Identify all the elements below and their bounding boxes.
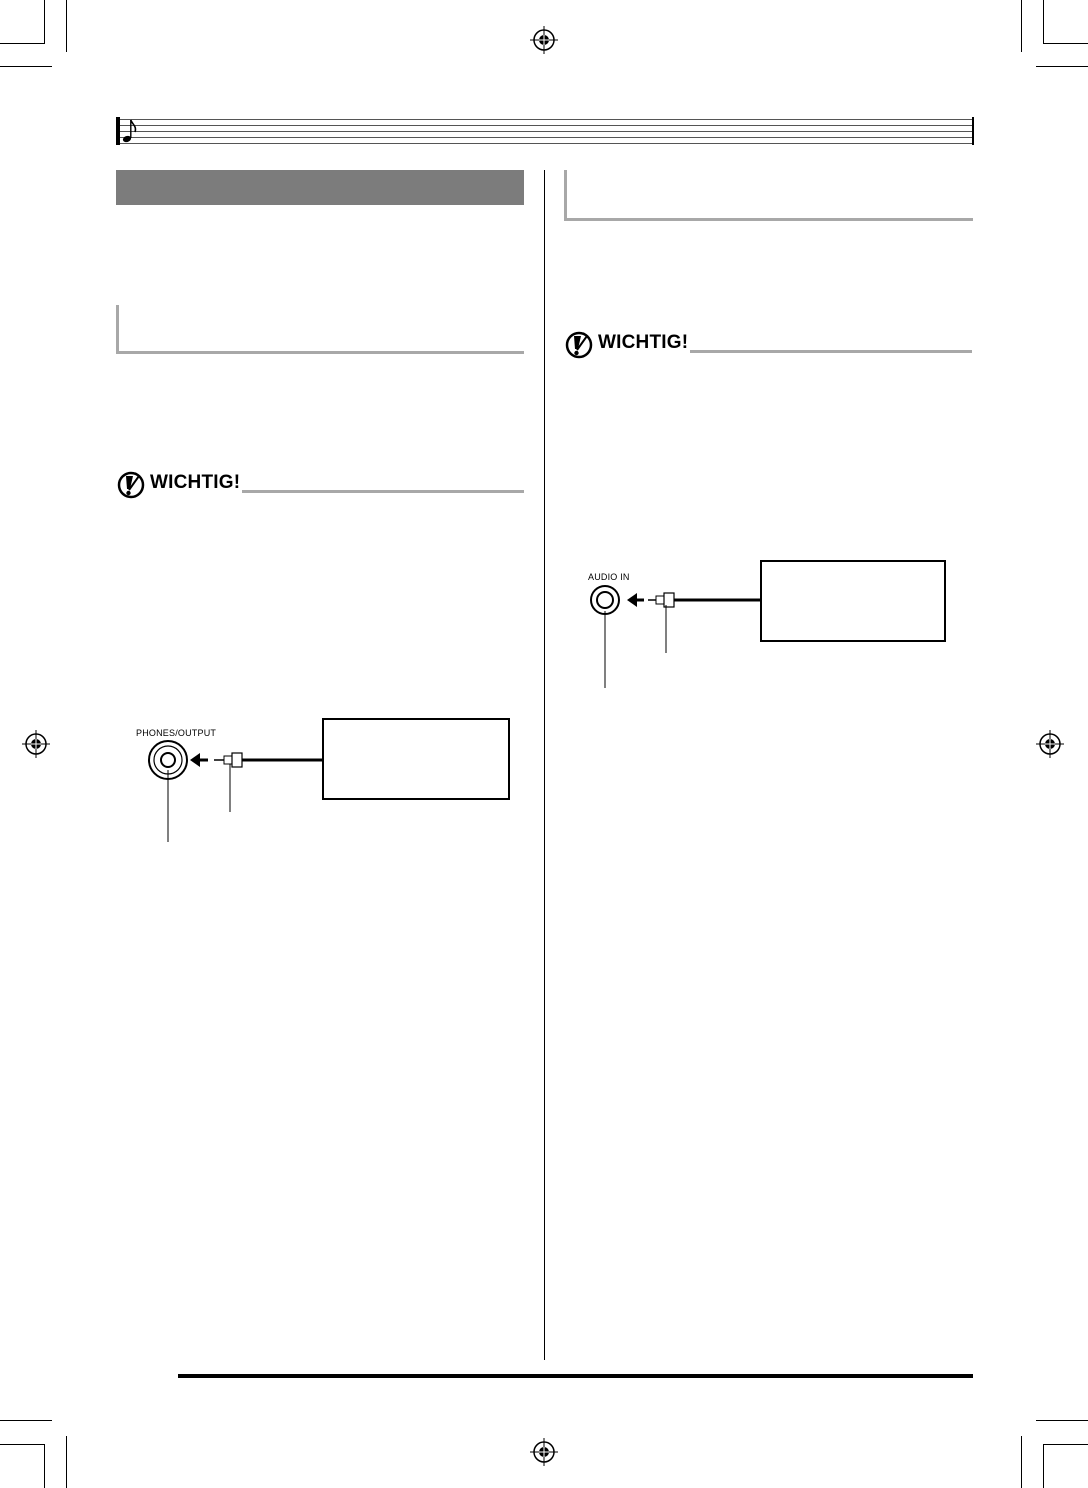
crop-mark	[1043, 0, 1044, 44]
crop-mark	[0, 1420, 52, 1421]
external-device-box	[760, 560, 946, 642]
section-bar	[116, 170, 524, 205]
crop-mark	[1043, 1444, 1044, 1488]
crop-mark	[0, 1444, 44, 1445]
important-label: WICHTIG!	[598, 332, 689, 353]
audio-in-diagram	[584, 545, 954, 695]
eighth-note-icon	[122, 118, 140, 144]
important-rule	[242, 490, 524, 493]
crop-mark	[0, 66, 52, 67]
crop-mark	[66, 0, 67, 52]
crop-mark	[0, 43, 44, 44]
crosshair-registration-icon	[530, 1438, 558, 1466]
subsection-heading-right	[564, 170, 973, 221]
crosshair-registration-icon	[1036, 730, 1064, 758]
crop-mark	[1036, 1420, 1088, 1421]
jack-label: AUDIO IN	[588, 572, 630, 582]
column-divider	[544, 170, 545, 1360]
staff-header	[116, 117, 974, 145]
crop-mark	[44, 1444, 45, 1488]
footer-rule	[178, 1374, 973, 1378]
exclamation-pencil-icon	[564, 330, 594, 360]
crop-mark	[1044, 43, 1088, 44]
crosshair-registration-icon	[22, 730, 50, 758]
crop-mark	[1021, 0, 1022, 52]
crop-mark	[1036, 66, 1088, 67]
crop-mark	[1044, 1444, 1088, 1445]
phones-output-diagram	[136, 700, 516, 850]
subsection-heading-left	[116, 305, 524, 354]
exclamation-pencil-icon	[116, 470, 146, 500]
important-notice-right	[564, 330, 972, 360]
crop-mark	[1021, 1436, 1022, 1488]
jack-label: PHONES/OUTPUT	[136, 728, 217, 738]
important-label: WICHTIG!	[150, 472, 241, 493]
important-notice-left	[116, 470, 524, 500]
crop-mark	[66, 1436, 67, 1488]
external-device-box	[322, 718, 510, 800]
important-rule	[690, 350, 972, 353]
crosshair-registration-icon	[530, 26, 558, 54]
crop-mark	[44, 0, 45, 44]
